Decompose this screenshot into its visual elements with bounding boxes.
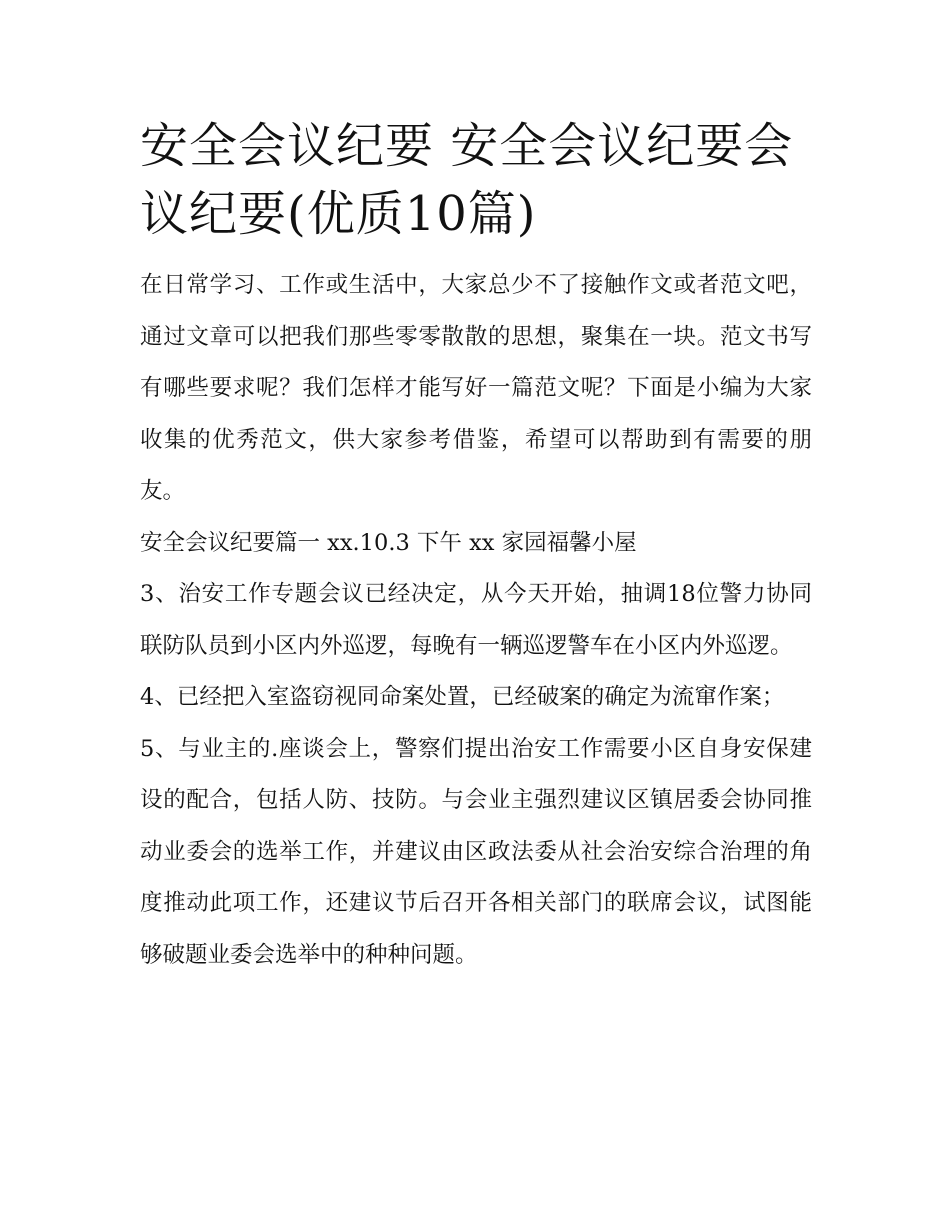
item-3-paragraph: 3、治安工作专题会议已经决定，从今天开始，抽调18位警力协同联防队员到小区内外巡逻，每晚有一辆巡逻警车在小区内外巡逻。 [140, 581, 812, 659]
item-5-paragraph: 5、与业主的.座谈会上，警察们提出治安工作需要小区自身安保建设的配合，包括人防、技防。与会业主强烈建议区镇居委会协同推动业委会的选举工作，并建议由区政法委从社会治安综合治理的角度推动此项工作，还建议节后召开各相关部门的联席会议，试图能够破题业委会选举中的种种问题。 [140, 735, 812, 968]
item-4-paragraph: 4、已经把入室盗窃视同命案处置，已经破案的确定为流窜作案； [140, 684, 785, 710]
document-title: 安全会议纪要 安全会议纪要会议纪要(优质10篇) [140, 118, 794, 242]
section-heading-paragraph: 安全会议纪要篇一 xx.10.3 下午 xx 家园福馨小屋 [140, 529, 637, 556]
document-body [140, 260, 812, 981]
document-page [140, 112, 812, 981]
intro-paragraph: 在日常学习、工作或生活中，大家总少不了接触作文或者范文吧，通过文章可以把我们那些零零散散的思想，聚集在一块。范文书写有哪些要求呢？我们怎样才能写好一篇范文呢？下面是小编为大家收集的优秀范文，供大家参考借鉴，希望可以帮助到有需要的朋友。 [140, 272, 812, 504]
